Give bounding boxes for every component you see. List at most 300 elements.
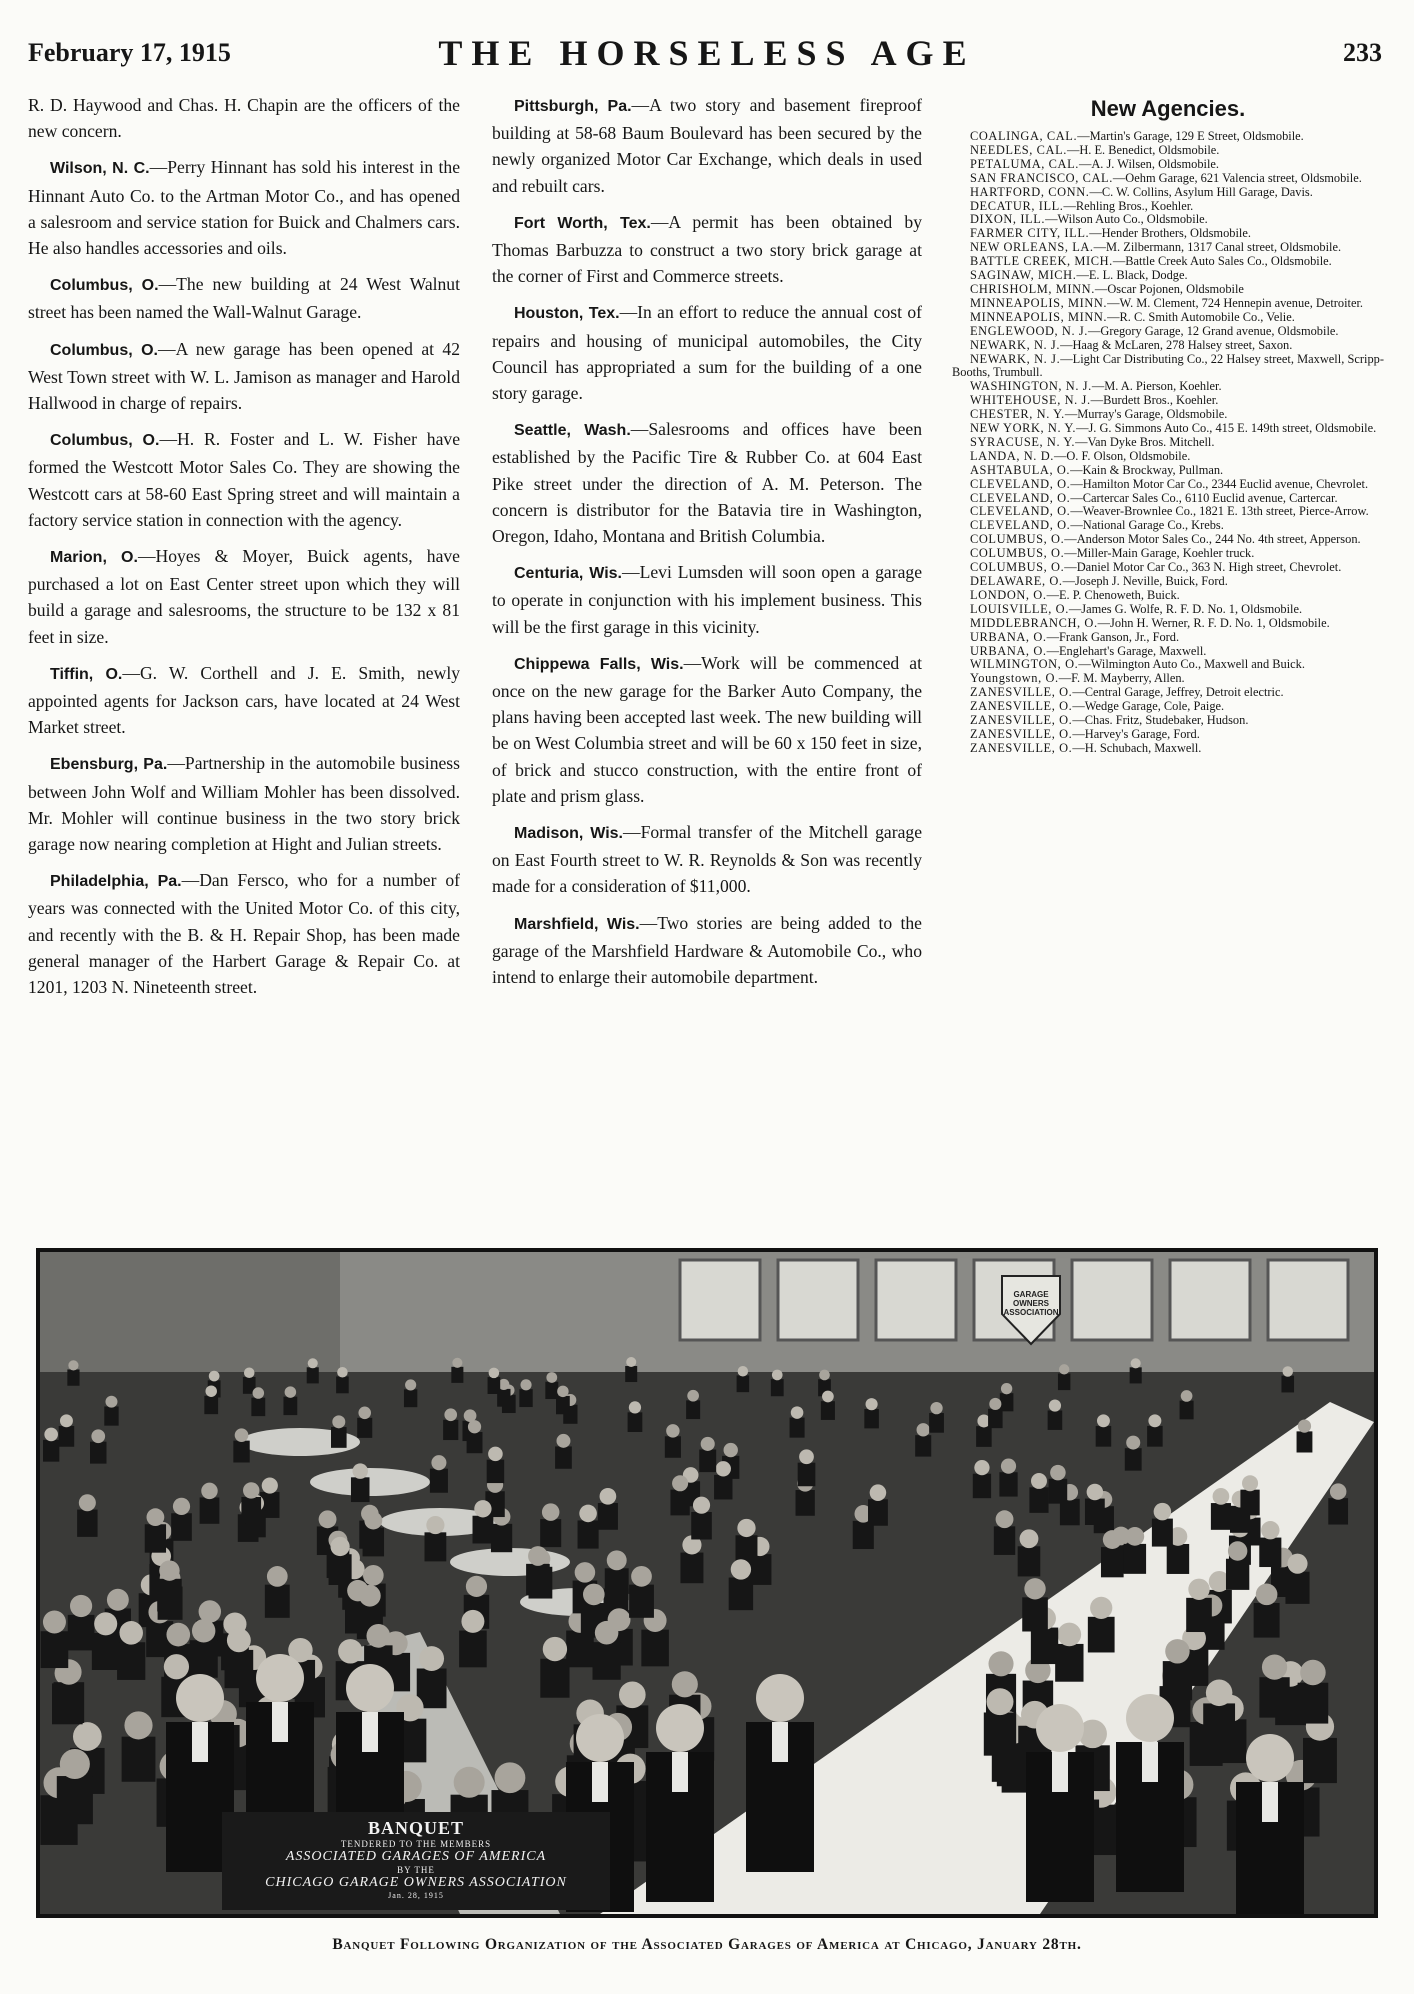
news-place: Marion, O. [50, 549, 138, 567]
agency-text: —Rehling Bros., Koehler. [1063, 198, 1194, 213]
shirt-front [672, 1752, 688, 1792]
diner-body [425, 1532, 447, 1561]
diner-body [625, 1366, 637, 1382]
diner-body [670, 1490, 689, 1516]
diner-body [973, 1474, 991, 1498]
agency-text: —A. J. Wilsen, Oldsmobile. [1078, 156, 1219, 171]
diner-head [1125, 1527, 1144, 1546]
agency-entry [952, 339, 1384, 353]
diner-head [693, 1497, 710, 1514]
news-place: Columbus, O. [50, 277, 159, 295]
diner-body [821, 1401, 835, 1420]
diner-head [419, 1646, 444, 1671]
diner-head [262, 1477, 278, 1493]
diner-head [1031, 1473, 1047, 1489]
diner-head [1300, 1660, 1326, 1686]
news-item [492, 559, 922, 640]
diner-body [864, 1409, 879, 1428]
agency-text: —Oscar Pojonen, Oldsmobile [1094, 281, 1244, 296]
diner-head [454, 1767, 485, 1798]
diner-head [164, 1654, 189, 1679]
diner-body [451, 1367, 463, 1383]
diner-head [1188, 1579, 1209, 1600]
diner-head [1262, 1654, 1287, 1679]
agency-entry [952, 519, 1384, 533]
agency-entry [952, 464, 1384, 478]
diner-body [1254, 1603, 1280, 1638]
diner-head [359, 1585, 381, 1607]
diner-head [1090, 1597, 1112, 1619]
diner-head [166, 1623, 190, 1647]
diner-head [1024, 1578, 1045, 1599]
diner-head [1287, 1554, 1307, 1574]
diner-body [790, 1418, 805, 1438]
news-place: Fort Worth, Tex. [514, 214, 651, 232]
diner-head [866, 1398, 878, 1410]
diner-head [227, 1628, 251, 1652]
diner-head [626, 1357, 636, 1367]
diner-head [256, 1654, 304, 1702]
diner-body [145, 1524, 166, 1552]
diner-body [1297, 1431, 1313, 1452]
agency-list [952, 130, 1384, 756]
agency-entry [952, 728, 1384, 742]
news-text: —Two stories are being added to the garage of the Marshfield Hardware & Automobile Co., who intend to enlarge their automobile department. [492, 912, 922, 988]
diner-body [1058, 1374, 1070, 1391]
diner-head [737, 1519, 755, 1537]
diner-head [285, 1386, 297, 1398]
association-sign: GARAGE OWNERS ASSOCIATION [1003, 1290, 1059, 1317]
news-place: Ebensburg, Pa. [50, 756, 168, 774]
shirt-front [1142, 1742, 1158, 1782]
diner-head [107, 1589, 129, 1611]
agency-entry [952, 227, 1384, 241]
news-place: Chippewa Falls, Wis. [514, 655, 684, 673]
diner-head [159, 1560, 179, 1580]
agency-city: CHESTER, N. Y. [970, 407, 1065, 422]
diner-body [1259, 1677, 1289, 1717]
agency-text: —E. L. Black, Dodge. [1076, 268, 1188, 283]
diner-head [1087, 1484, 1103, 1500]
agency-entry [952, 130, 1384, 144]
diner-head [988, 1651, 1013, 1676]
diner-body [54, 1682, 85, 1723]
column-left [28, 92, 460, 1010]
agency-text: —W. M. Clement, 724 Hennepin avenue, Detroiter. [1107, 295, 1364, 310]
agency-text: —Weaver-Brownlee Co., 1821 E. 13th street, Pierce-Arrow. [1070, 504, 1369, 519]
news-text: —The new building at 24 West Walnut street has been named the Wall-Walnut Garage. [28, 274, 460, 323]
diner-head [666, 1424, 679, 1437]
diner-body [771, 1379, 784, 1396]
news-place: Columbus, O. [50, 432, 160, 450]
shirt-front [592, 1762, 608, 1802]
news-item [492, 910, 922, 991]
plaque-line: TENDERED TO THE MEMBERS [340, 1839, 492, 1849]
diner-head [579, 1505, 597, 1523]
agency-entry [952, 700, 1384, 714]
diner-head [575, 1562, 596, 1583]
agency-entry [952, 589, 1384, 603]
diner-head [1213, 1488, 1230, 1505]
agency-city: LANDA, N. D. [970, 448, 1054, 463]
diner-body [90, 1442, 106, 1464]
agency-city: ENGLEWOOD, N. J. [970, 323, 1088, 338]
diner-head [330, 1537, 349, 1556]
diner-body [1096, 1426, 1112, 1447]
agency-text: —Hender Brothers, Oldsmobile. [1089, 226, 1251, 241]
diner-body [307, 1367, 319, 1383]
news-place: Wilson, N. C. [50, 160, 150, 178]
diner-head [1001, 1459, 1016, 1474]
diner-head [119, 1621, 143, 1645]
diner-head [426, 1516, 444, 1534]
diner-body [798, 1463, 816, 1487]
agency-city: ZANESVILLE, O. [970, 699, 1073, 714]
diner-body [1180, 1401, 1194, 1420]
diner-head [358, 1407, 371, 1420]
news-place: Madison, Wis. [514, 825, 623, 843]
diner-head [243, 1482, 259, 1498]
diner-body [915, 1435, 931, 1456]
diner-head [1103, 1530, 1122, 1549]
agency-entry [952, 561, 1384, 575]
diner-head [631, 1566, 652, 1587]
shirt-front [1262, 1782, 1278, 1822]
diner-body [283, 1397, 297, 1415]
news-text: —H. R. Foster and L. W. Fisher have formed the Westcott Motor Sales Co. They are showing the Westcott cars at 58-60 East Spring street and will maintain a factory service station in connection with the agency. [28, 429, 461, 530]
diner-head [60, 1749, 90, 1779]
agency-entry [952, 436, 1384, 450]
news-place: Seattle, Wash. [514, 422, 631, 440]
agency-text: —Chas. Fritz, Studebaker, Hudson. [1072, 713, 1249, 728]
agency-text: —O. F. Olson, Oldsmobile. [1053, 448, 1191, 463]
agency-text: —Wilmington Auto Co., Maxwell and Buick. [1078, 657, 1305, 672]
diner-body [665, 1436, 681, 1458]
diner-head [819, 1370, 830, 1381]
diner-body [204, 1396, 218, 1414]
diner-head [1228, 1541, 1247, 1560]
diner-head [1330, 1483, 1346, 1499]
agency-entry [952, 603, 1384, 617]
agency-city: CLEVELAND, O. [970, 518, 1071, 533]
diner-body [686, 1400, 700, 1419]
diner-body [1055, 1644, 1083, 1682]
agency-entry [952, 533, 1384, 547]
diner-head [546, 1372, 557, 1383]
news-item [28, 154, 460, 261]
diner-head [1126, 1436, 1140, 1450]
diner-head [338, 1639, 362, 1663]
agency-entry [952, 241, 1384, 255]
agency-city: CHRISHOLM, MINN. [970, 281, 1095, 296]
news-place: Centuria, Wis. [514, 565, 623, 583]
news-item [28, 336, 460, 417]
diner-head [1049, 1400, 1061, 1412]
news-place: Pittsburgh, Pa. [514, 98, 632, 115]
agency-entry [952, 158, 1384, 172]
news-text: —Levi Lumsden will soon open a garage to operate in conjunction with his implement business. This will be the first garage in this vicinity. [492, 562, 923, 637]
diner-head [495, 1762, 526, 1793]
diner-head [488, 1447, 503, 1462]
diner-body [363, 1528, 385, 1557]
diner-head [60, 1414, 73, 1427]
diner-body [351, 1477, 370, 1502]
agency-city: COLUMBUS, O. [970, 560, 1065, 575]
agency-text: —John H. Werner, R. F. D. No. 1, Oldsmobile. [1097, 615, 1330, 630]
diner-body [994, 1526, 1015, 1555]
diner-body [641, 1630, 669, 1667]
diner-head [91, 1429, 105, 1443]
diner-body [691, 1512, 712, 1539]
diner-body [1124, 1544, 1146, 1574]
diner-head [192, 1619, 215, 1642]
diner-head [466, 1576, 487, 1597]
agency-city: URBANA, O. [970, 643, 1047, 658]
intro-paragraph: R. D. Haywood and Chas. H. Chapin are the officers of the new concern. [28, 95, 460, 142]
diner-head [176, 1674, 224, 1722]
banquet-scene [40, 1252, 1374, 1914]
agency-entry [952, 422, 1384, 436]
diner-body [1085, 1499, 1105, 1525]
diner-head [996, 1510, 1014, 1528]
diner-head [974, 1460, 989, 1475]
agency-entry [952, 714, 1384, 728]
diner-head [363, 1565, 384, 1586]
diner-body [699, 1450, 716, 1473]
diner-body [122, 1737, 156, 1782]
diner-head [656, 1704, 704, 1752]
agency-city: DECATUR, ILL. [970, 198, 1064, 213]
news-text: —A permit has been obtained by Thomas Barbuzza to construct a two story brick garage at the corner of First and Commerce streets. [492, 211, 922, 287]
agency-entry [952, 408, 1384, 422]
diner-body [190, 1640, 218, 1678]
agency-city: NEW ORLEANS, LA. [970, 240, 1094, 255]
agency-text: —Van Dyke Bros. Mitchell. [1075, 434, 1215, 449]
diner-head [1020, 1529, 1039, 1548]
plaque-line: CHICAGO GARAGE OWNERS ASSOCIATION [265, 1875, 567, 1890]
agency-city: CLEVELAND, O. [970, 490, 1071, 505]
diner-head [556, 1434, 570, 1448]
diner-head [672, 1671, 698, 1697]
diner-head [1206, 1680, 1233, 1707]
diner-head [607, 1550, 627, 1570]
agency-text: —Burdett Bros., Koehler. [1090, 393, 1219, 408]
diner-body [488, 1377, 501, 1394]
agency-entry [952, 672, 1384, 686]
agency-city: BATTLE CREEK, MICH. [970, 254, 1113, 269]
agency-entry [952, 283, 1384, 297]
banquet-photo [36, 1248, 1378, 1918]
diner-head [461, 1610, 484, 1633]
diner-head [346, 1664, 394, 1712]
diner-head [94, 1612, 117, 1635]
diner-head [43, 1611, 66, 1634]
diner-head [205, 1386, 216, 1397]
diner-body [251, 1398, 265, 1416]
diner-body [1303, 1738, 1337, 1783]
diner-head [542, 1503, 560, 1521]
agency-entry [952, 478, 1384, 492]
agency-entry [952, 255, 1384, 269]
diner-head [701, 1437, 715, 1451]
shirt-front [1052, 1752, 1068, 1792]
diner-head [1242, 1475, 1258, 1491]
agency-city: LOUISVILLE, O. [970, 601, 1069, 616]
diner-body [77, 1510, 97, 1537]
diner-head [989, 1398, 1001, 1410]
agency-city: CLEVELAND, O. [970, 476, 1071, 491]
agency-text: —Central Garage, Jeffrey, Detroit electric. [1072, 685, 1284, 700]
diner-body [1031, 1628, 1058, 1665]
agency-entry [952, 144, 1384, 158]
agency-entry [952, 325, 1384, 339]
diner-body [331, 1427, 347, 1448]
diner-head [1126, 1694, 1174, 1742]
diner-head [986, 1688, 1013, 1715]
diner-head [474, 1500, 491, 1517]
news-place: Philadelphia, Pa. [50, 873, 182, 891]
agency-text: —Martin's Garage, 129 E Street, Oldsmobile. [1077, 129, 1304, 143]
diner-body [329, 1554, 352, 1585]
agency-text: —Wilson Auto Co., Oldsmobile. [1045, 212, 1208, 227]
news-text: —Partnership in the automobile business between John Wolf and William Mohler has been dissolved. Mr. Mohler will continue business in the two story brick garage now nearing completion at Hight and Julian streets. [28, 753, 460, 855]
agency-city: MINNEAPOLIS, MINN. [970, 295, 1108, 310]
agency-city: NEW YORK, N. Y. [970, 421, 1077, 436]
agency-entry [952, 575, 1384, 589]
news-place: Tiffin, O. [50, 665, 123, 683]
news-text: —Hoyes & Moyer, Buick agents, have purchased a lot on East Center street upon which they will build a garage and salesrooms, the structure to be 132 x 81 feet in size. [28, 546, 460, 647]
diner-body [1226, 1559, 1249, 1590]
agency-text: —Murray's Garage, Oldsmobile. [1064, 407, 1228, 422]
news-item [28, 426, 460, 533]
news-item [28, 543, 460, 650]
agency-text: —Kain & Brockway, Pullman. [1070, 462, 1224, 477]
diner-body [171, 1513, 192, 1541]
agency-entry [952, 200, 1384, 214]
window [680, 1260, 760, 1340]
diner-body [336, 1376, 349, 1393]
window [1072, 1260, 1152, 1340]
news-item [28, 271, 460, 325]
diner-body [1049, 1479, 1068, 1504]
agency-city: ZANESVILLE, O. [970, 685, 1073, 700]
diner-head [772, 1370, 783, 1381]
agency-city: NEWARK, N. J. [970, 351, 1061, 366]
agency-text: —Wedge Garage, Cole, Paige. [1072, 699, 1225, 714]
diner-head [543, 1637, 567, 1661]
diner-body [526, 1564, 550, 1596]
diner-body [714, 1475, 732, 1500]
agency-text: —H. Schubach, Maxwell. [1072, 740, 1202, 755]
agency-city: NEEDLES, CAL. [970, 142, 1067, 157]
agency-city: COLUMBUS, O. [970, 532, 1065, 547]
shirt-front [362, 1712, 378, 1752]
agency-city: LONDON, O. [970, 587, 1047, 602]
diner-body [1167, 1544, 1189, 1574]
diner-head [489, 1368, 500, 1379]
diner-head [201, 1483, 217, 1499]
agency-city: COLUMBUS, O. [970, 546, 1065, 561]
diner-head [70, 1595, 92, 1617]
diner-body [976, 1426, 992, 1447]
diner-head [147, 1508, 165, 1526]
agency-city: HARTFORD, CONN. [970, 184, 1090, 199]
diner-body [540, 1519, 561, 1547]
diner-head [1058, 1623, 1082, 1647]
diner-head [431, 1455, 446, 1470]
diner-body [868, 1499, 888, 1525]
diner-head [405, 1379, 416, 1390]
round-table [310, 1468, 430, 1496]
diner-head [724, 1443, 738, 1457]
window [778, 1260, 858, 1340]
diner-body [598, 1503, 618, 1530]
diner-body [57, 1776, 93, 1824]
news-item [28, 660, 460, 741]
diner-body [1298, 1683, 1329, 1724]
agency-city: MIDDLEBRANCH, O. [970, 615, 1098, 630]
diner-head [235, 1428, 249, 1442]
window [1268, 1260, 1348, 1340]
diner-head [364, 1512, 382, 1530]
agency-text: —C. W. Collins, Asylum Hill Garage, Davis. [1089, 184, 1313, 199]
diner-body [1125, 1448, 1142, 1470]
diner-body [999, 1472, 1017, 1496]
diner-head [267, 1566, 288, 1587]
diner-body [1211, 1503, 1231, 1530]
agency-entry [952, 297, 1384, 311]
diner-body [629, 1585, 654, 1618]
diner-head [1246, 1734, 1294, 1782]
diner-head [337, 1367, 348, 1378]
diner-head [1050, 1465, 1066, 1481]
agency-text: —M. A. Pierson, Koehler. [1091, 379, 1222, 394]
agency-city: SYRACUSE, N. Y. [970, 434, 1076, 449]
agency-text: —Frank Ganson, Jr., Ford. [1046, 629, 1180, 644]
photo-plaque [226, 1818, 606, 1900]
news-item [28, 750, 460, 857]
section-heading: New Agencies. [1090, 96, 1246, 121]
news-item [492, 92, 922, 199]
diner-body [265, 1585, 290, 1618]
page-header [28, 30, 1386, 76]
agency-city: PETALUMA, CAL. [970, 156, 1079, 171]
plaque-line: Jan. 28, 1915 [388, 1891, 444, 1900]
diner-head [68, 1360, 78, 1370]
agency-city: DIXON, ILL. [970, 212, 1046, 227]
agency-text: —M. Zilbermann, 1317 Canal street, Oldsmobile. [1093, 240, 1342, 255]
diner-head [468, 1420, 481, 1433]
plaque-line: ASSOCIATED GARAGES OF AMERICA [285, 1849, 547, 1864]
agency-text: —J. G. Simmons Auto Co., 415 E. 149th street, Oldsmobile. [1076, 421, 1377, 436]
diner-body [200, 1497, 220, 1523]
diner-head [595, 1621, 619, 1645]
agency-entry [952, 645, 1384, 659]
news-item [492, 650, 922, 809]
diner-head [1131, 1358, 1141, 1368]
diner-head [557, 1386, 568, 1397]
diner-head [308, 1358, 318, 1368]
news-place: Marshfield, Wis. [514, 915, 640, 933]
diner-head [576, 1714, 624, 1762]
wall-panel [40, 1252, 340, 1372]
diner-body [1203, 1703, 1235, 1745]
agency-entry [952, 186, 1384, 200]
diner-body [473, 1516, 494, 1544]
diner-body [459, 1631, 487, 1668]
diner-head [73, 1722, 102, 1751]
agency-entry [952, 269, 1384, 283]
